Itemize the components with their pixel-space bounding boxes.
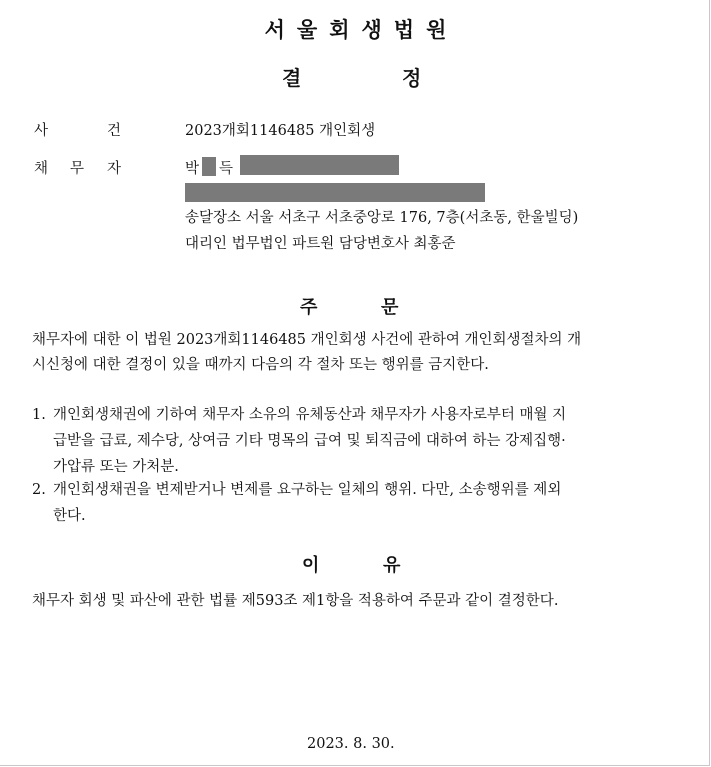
order-item-1-number: 1. bbox=[32, 407, 46, 423]
decision-date: 2023. 8. 30. bbox=[307, 736, 395, 752]
service-address: 송달장소 서울 서초구 서초중앙로 176, 7층(서초동, 한울빌딩) bbox=[185, 210, 579, 226]
redaction-id bbox=[240, 155, 399, 175]
court-name: 서울회생법원 bbox=[264, 18, 459, 42]
debtor-name-first: 박 bbox=[185, 161, 200, 177]
agent-line: 대리인 법무법인 파트원 담당변호사 최홍준 bbox=[185, 236, 456, 252]
redaction-address bbox=[185, 183, 485, 202]
reason-text: 채무자 회생 및 파산에 관한 법률 제593조 제1항을 적용하여 주문과 같이 결정한다. bbox=[32, 593, 559, 609]
order-intro: 채무자에 대한 이 법원 2023개회1146485 개인회생 사건에 관하여 개인회생절차의 개 시신청에 대한 결정이 있을 때까지 다음의 각 절차 또는 행위를 금지한다. bbox=[32, 332, 582, 373]
order-item-2-number: 2. bbox=[32, 482, 46, 498]
case-number: 2023개회1146485 개인회생 bbox=[185, 123, 376, 139]
redaction-name bbox=[202, 157, 216, 176]
document-title-char-2: 정 bbox=[402, 66, 422, 90]
debtor-name-last: 득 bbox=[219, 161, 234, 177]
document-title-char-1: 결 bbox=[282, 66, 302, 90]
